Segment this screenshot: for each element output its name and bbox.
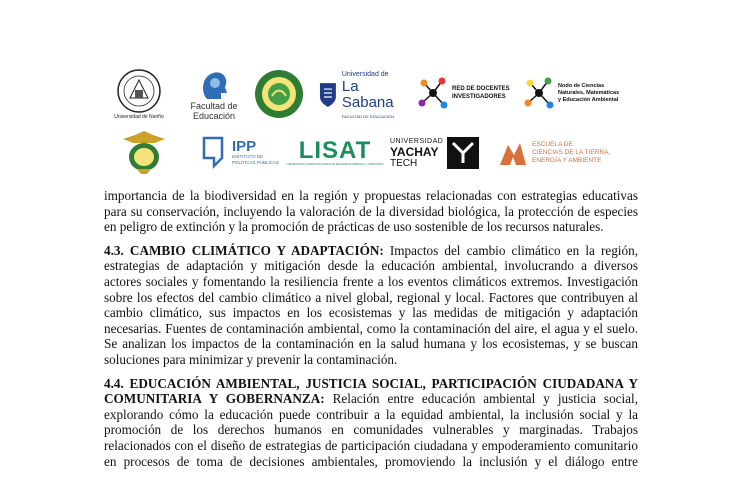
text-line: necesarias. Fuentes de contaminación ambiental, como la contaminación del aire, el agua y el suelo. — [104, 320, 638, 336]
facultad-head-icon — [197, 69, 231, 101]
ipp-sub2: POLÍTICAS PÚBLICAS — [232, 159, 280, 165]
green-seal-icon — [254, 69, 304, 119]
red-line2: INVESTIGADORES — [452, 94, 506, 100]
document-body — [104, 188, 638, 477]
facultad-line2: Educación — [192, 111, 236, 121]
logo-crest — [118, 128, 170, 176]
escuela-mountain-icon — [498, 139, 528, 167]
text-line: sobre los efectos del cambio climático a nivel global, regional y local. Factores que contribuyen al — [104, 289, 638, 305]
text-line: cambio climático, sus impactos en los ecosistemas y las medidas de mitigación y adaptación — [104, 305, 638, 321]
paragraph-environmental-education-justice — [104, 376, 638, 470]
text-line: soluciones para minimizar y prevenir la contaminación. — [104, 351, 398, 367]
sabana-line1: Universidad de — [341, 70, 389, 78]
ipp-title: IPP — [232, 137, 257, 155]
yachay-line3: TECH — [390, 157, 418, 169]
nodo-line2: Naturales, Matemáticas — [558, 89, 620, 96]
ipp-sub1: INSTITUTO DE — [232, 153, 264, 159]
text-line: estrategias de adaptación y mitigación desde la educación ambiental, involucrando a diversos — [104, 258, 638, 274]
logo-universidad-narino — [108, 62, 170, 126]
logo-facultad-educacion — [186, 66, 242, 124]
section-heading-4-3: 4.3. CAMBIO CLIMÁTICO Y ADAPTACIÓN: — [104, 242, 384, 258]
crest-eagle-icon — [119, 129, 169, 175]
text-line: relacionados con el diseño de estrategias de participación ciudadana y empoderamiento comunitario — [104, 437, 638, 453]
logo-nodo-ciencias — [522, 74, 634, 112]
text-line: actores sociales y fomentando la resiliencia frente a los eventos climáticos extremos. Investigación — [104, 273, 638, 289]
logo-green-seal — [253, 68, 305, 120]
narino-seal-icon — [116, 68, 162, 114]
yachay-mark-icon — [447, 137, 479, 169]
sabana-shield-icon — [318, 81, 338, 109]
logo-yachay-tech — [390, 136, 490, 170]
escuela-line3: ENERGÍA Y AMBIENTE — [532, 157, 602, 164]
paragraph-biodiversity-continuation — [104, 188, 638, 235]
nodo-network-icon — [522, 75, 556, 111]
section-heading-4-4: 4.4. EDUCACIÓN AMBIENTAL, JUSTICIA SOCIAL, PARTICIPACIÓN CIUDADANA Y — [104, 375, 638, 391]
ipp-bracket-icon — [200, 134, 230, 170]
logo-ipp — [200, 132, 282, 172]
text-line: promoción de los derechos humanos en comunidades vulnerables y marginadas. Trabajos — [104, 422, 638, 438]
logo-escuela-tierra — [498, 138, 632, 168]
text-line: para su conservación, incluyendo la valoración de la diversidad biológica, la protección de especies — [104, 203, 638, 219]
facultad-line1: Facultad de — [190, 101, 238, 111]
section-heading-4-4-cont: COMUNITARIA Y GOBERNANZA: — [104, 391, 325, 407]
yachay-line1: UNIVERSIDAD — [390, 137, 444, 145]
text-line: importancia de la biodiversidad en la región y propuestas relacionadas con estrategias educativas — [104, 188, 638, 203]
text-line: en procesos de toma de decisiones ambientales, promoviendo la inclusión y el diálogo entre — [104, 453, 638, 469]
nodo-line3: y Educación Ambiental — [558, 96, 619, 103]
text-line: Se analizan los impactos de la contaminación en la salud humana y los ecosistemas, y se buscan — [104, 336, 638, 352]
network-nodes-icon — [416, 75, 450, 111]
sabana-sub: FACULTAD DE EDUCACIÓN — [341, 113, 394, 119]
nodo-line1: Nodo de Ciencias — [558, 82, 605, 89]
logo-la-sabana — [318, 72, 414, 118]
text-line: explorando cómo la educación puede contribuir a la equidad ambiental, la inclusión social y la — [104, 406, 638, 422]
text-line: Relación entre educación ambiental y justicia social, — [324, 391, 638, 407]
escuela-line2: CIENCIAS DE LA TIERRA, — [532, 149, 611, 156]
logo-lisat — [286, 134, 384, 172]
sabana-line2: La Sabana — [341, 77, 394, 111]
yachay-line2: YACHAY — [390, 144, 439, 159]
lisat-title: LISAT — [298, 137, 372, 164]
text-line: Impactos del cambio climático en la región, — [383, 242, 638, 258]
text-line: en peligro de extinción y la promoción de prácticas de uso sostenible de los recursos naturales. — [104, 219, 604, 235]
logo-red-docentes — [416, 74, 516, 112]
lisat-sub: LABORATORIO INTERDISCIPLINARIO DE SEGURIDAD AMBIENTAL Y TERRITORIO — [286, 163, 384, 166]
red-line1: RED DE DOCENTES — [452, 86, 510, 92]
narino-caption: Universidad de Nariño — [114, 114, 164, 120]
paragraph-climate-change — [104, 243, 638, 368]
escuela-line1: ESCUELA DE — [532, 141, 573, 148]
